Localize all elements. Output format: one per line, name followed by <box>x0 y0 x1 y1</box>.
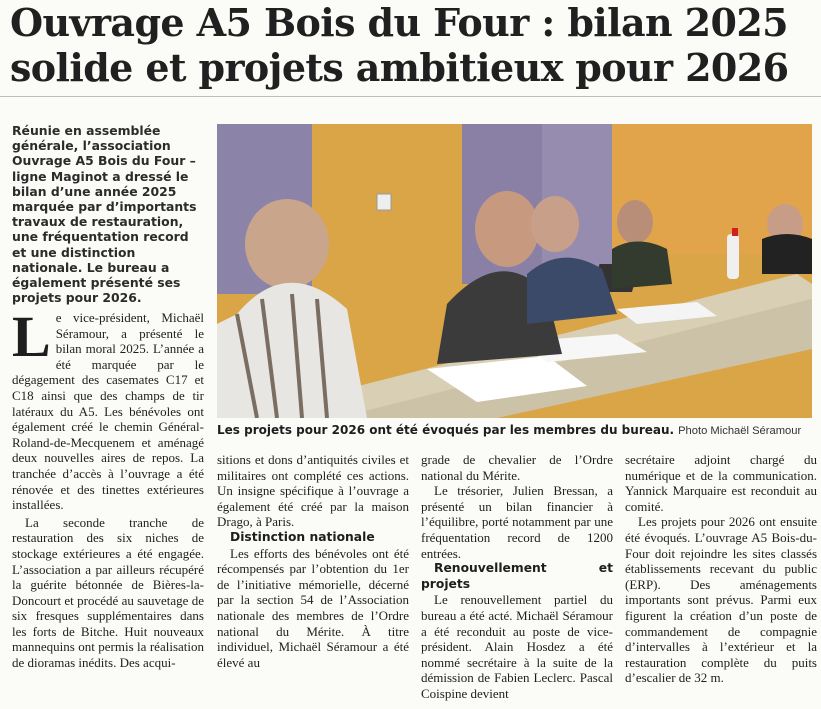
paragraph-4: Les efforts des bénévoles ont été récompensés par l’obtention du 1er de l’initiative mémorielle, décerné par la section 54 de l’Association nationale des membres de l’Ordre national du Mérite. À titre individuel, Michaël Séramour a été élevé au <box>217 545 409 670</box>
column-1 <box>12 304 204 671</box>
paragraph-9: Les projets pour 2026 ont ensuite été évoqués. L’ouvrage A5 Bois-du-Four doit rejoindre les sites classés établissements recevant du public (ERP). Des aménagements importants sont prévus. Parmi eux figurent la création d’un poste de commandement de compagnie d’intervalles à l’extérieur et la restauration complète du puits d’escalier de 32 m. <box>625 514 817 686</box>
paragraph-3: sitions et dons d’antiquités civiles et militaires ont complété ces actions. Un insigne spécifique à l’ouvrage a également été créé par la maison Drago, à Paris. <box>217 452 409 530</box>
column-4 <box>625 452 817 686</box>
paragraph-5: grade de chevalier de l’Ordre national du Mérite. <box>421 452 613 483</box>
subhead-renouvellement: Renouvellement et projets <box>421 561 613 591</box>
paragraph-8: secrétaire adjoint chargé du numérique et de la communication. Yannick Marquaire est reconduit au comité. <box>625 452 817 514</box>
column-3 <box>421 452 613 702</box>
paragraph-1 <box>12 304 204 513</box>
chapo: Réunie en assemblée générale, l’association Ouvrage A5 Bois du Four – ligne Maginot a dressé le bilan d’une année 2025 marquée par d’importants travaux de restauration, une fréquentation record et une distinction nationale. Le bureau a également présenté ses projets pour 2026. <box>12 123 197 306</box>
paragraph-1-text: e vice-président, Michaël Séramour, a présenté le bilan moral 2025. L’année a été marquée par le dégagement des casemates C17 et C18 ainsi que des champs de tir latéraux du A5. Les bénévoles ont également créé le chemin Général-Roland-de-Mecquenem et aménagé deux nouvelles aires de repos. La tranchée d’accès à l’ouvrage a été rénovée et des tinettes extérieures installées. <box>12 310 204 513</box>
divider <box>0 96 821 97</box>
column-2 <box>217 452 409 670</box>
photo-credit: Photo Michaël Séramour <box>678 425 802 437</box>
caption-text: Les projets pour 2026 ont été évoqués par les membres du bureau. <box>217 423 675 437</box>
photo-meeting <box>217 124 812 418</box>
paragraph-6: Le trésorier, Julien Bressan, a présenté un bilan financier à l’équilibre, porté notamment par une fréquentation record de 1200 entrées. <box>421 483 613 561</box>
paragraph-7: Le renouvellement partiel du bureau a été acté. Michaël Séramour a été reconduit au poste de vice-président. Alain Hosdez a été nommé secrétaire à la suite de la démission de Fabien Leclerc. Pascal Coispine devient <box>421 592 613 701</box>
headline: Ouvrage A5 Bois du Four : bilan 2025 solide et projets ambitieux pour 2026 <box>10 0 789 90</box>
meeting-photo-illustration <box>217 124 812 418</box>
paragraph-2: La seconde tranche de restauration des six niches de stockage extérieures a été engagée. L’association a par ailleurs récupéré la guérite bétonnée de Bières-la-Doncourt et procédé au sauvetage de six fresques supplémentaires dans les forts de Bitche. Huit nouveaux mannequins ont permis la réalisation de dioramas inédits. Des acqui- <box>12 514 204 671</box>
photo-caption <box>217 423 817 438</box>
subhead-distinction: Distinction nationale <box>230 529 375 544</box>
drop-cap: L <box>12 304 51 369</box>
